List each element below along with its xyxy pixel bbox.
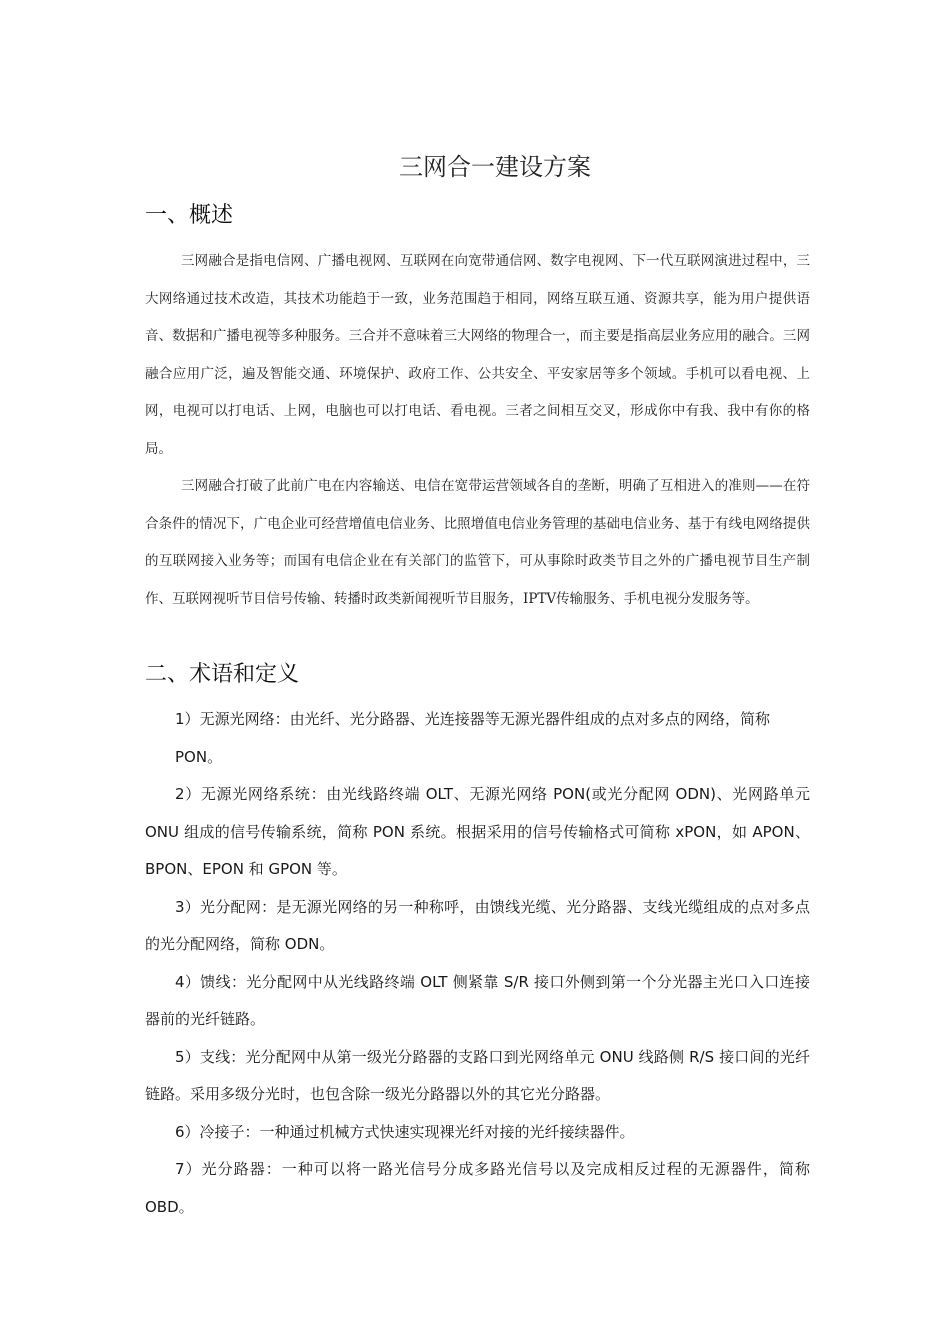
terms-list <box>145 701 810 1226</box>
section-heading-overview: 一、概述 <box>145 203 234 228</box>
term-item: 7）光分路器：一种可以将一路光信号分成多路光信号以及完成相反过程的无源器件，简称 OBD。 <box>145 1160 810 1216</box>
term-item: 6）冷接子：一种通过机械方式快速实现裸光纤对接的光纤接续器件。 <box>175 1122 635 1141</box>
overview-paragraph: 三网融合是指电信网、广播电视网、互联网在向宽带通信网、数字电视网、下一代互联网演进过程中，三大网络通过技术改造，其技术功能趋于一致，业务范围趋于相同，网络互联互通、资源共享，能为用户提供语音、数据和广播电视等多种服务。三合并不意味着三大网络的物理合一，而主要是指高层业务应用的融合。三网融合应用广泛，遍及智能交通、环境保护、政府工作、公共安全、平安家居等多个领域。手机可以看电视、上网，电视可以打电话、上网，电脑也可以打电话、看电视。三者之间相互交叉，形成你中有我、我中有你的格局。 <box>145 253 810 457</box>
term-item: 3）光分配网：是无源光网络的另一种称呼，由馈线光缆、光分路器、支线光缆组成的点对多点的光分配网络，简称 ODN。 <box>145 897 810 953</box>
term-item: 2）无源光网络系统：由光线路终端 OLT、无源光网络 PON(或光分配网 ODN)、光网路单元 ONU 组成的信号传输系统，简称 PON 系统。根据采用的信号传输格式可简称 xPON，如 APON、BPON、EPON 和 GPON 等。 <box>145 785 810 878</box>
document-title: 三网合一建设方案 <box>399 153 591 181</box>
term-item: 5）支线：光分配网中从第一级光分路器的支路口到光网络单元 ONU 线路侧 R/S 接口间的光纤链路。采用多级分光时，也包含除一级光分路器以外的其它光分路器。 <box>145 1047 810 1103</box>
overview-paragraph: 三网融合打破了此前广电在内容输送、电信在宽带运营领域各自的垄断，明确了互相进入的准则——在符合条件的情况下，广电企业可经营增值电信业务、比照增值电信业务管理的基础电信业务、基于有线电网络提供的互联网接入业务等；而国有电信企业在有关部门的监管下，可从事除时政类节目之外的广播电视节目生产制作、互联网视听节目信号传输、转播时政类新闻视听节目服务，IPTV传输服务、手机电视分发服务等。 <box>145 478 810 607</box>
term-item: 1）无源光网络：由光纤、光分路器、光连接器等无源光器件组成的点对多点的网络，简称 PON。 <box>175 710 770 766</box>
section-heading-terms: 二、术语和定义 <box>145 662 300 687</box>
term-item: 4）馈线：光分配网中从光线路终端 OLT 侧紧靠 S/R 接口外侧到第一个分光器主光口入口连接器前的光纤链路。 <box>145 972 810 1028</box>
overview-body <box>145 243 810 618</box>
